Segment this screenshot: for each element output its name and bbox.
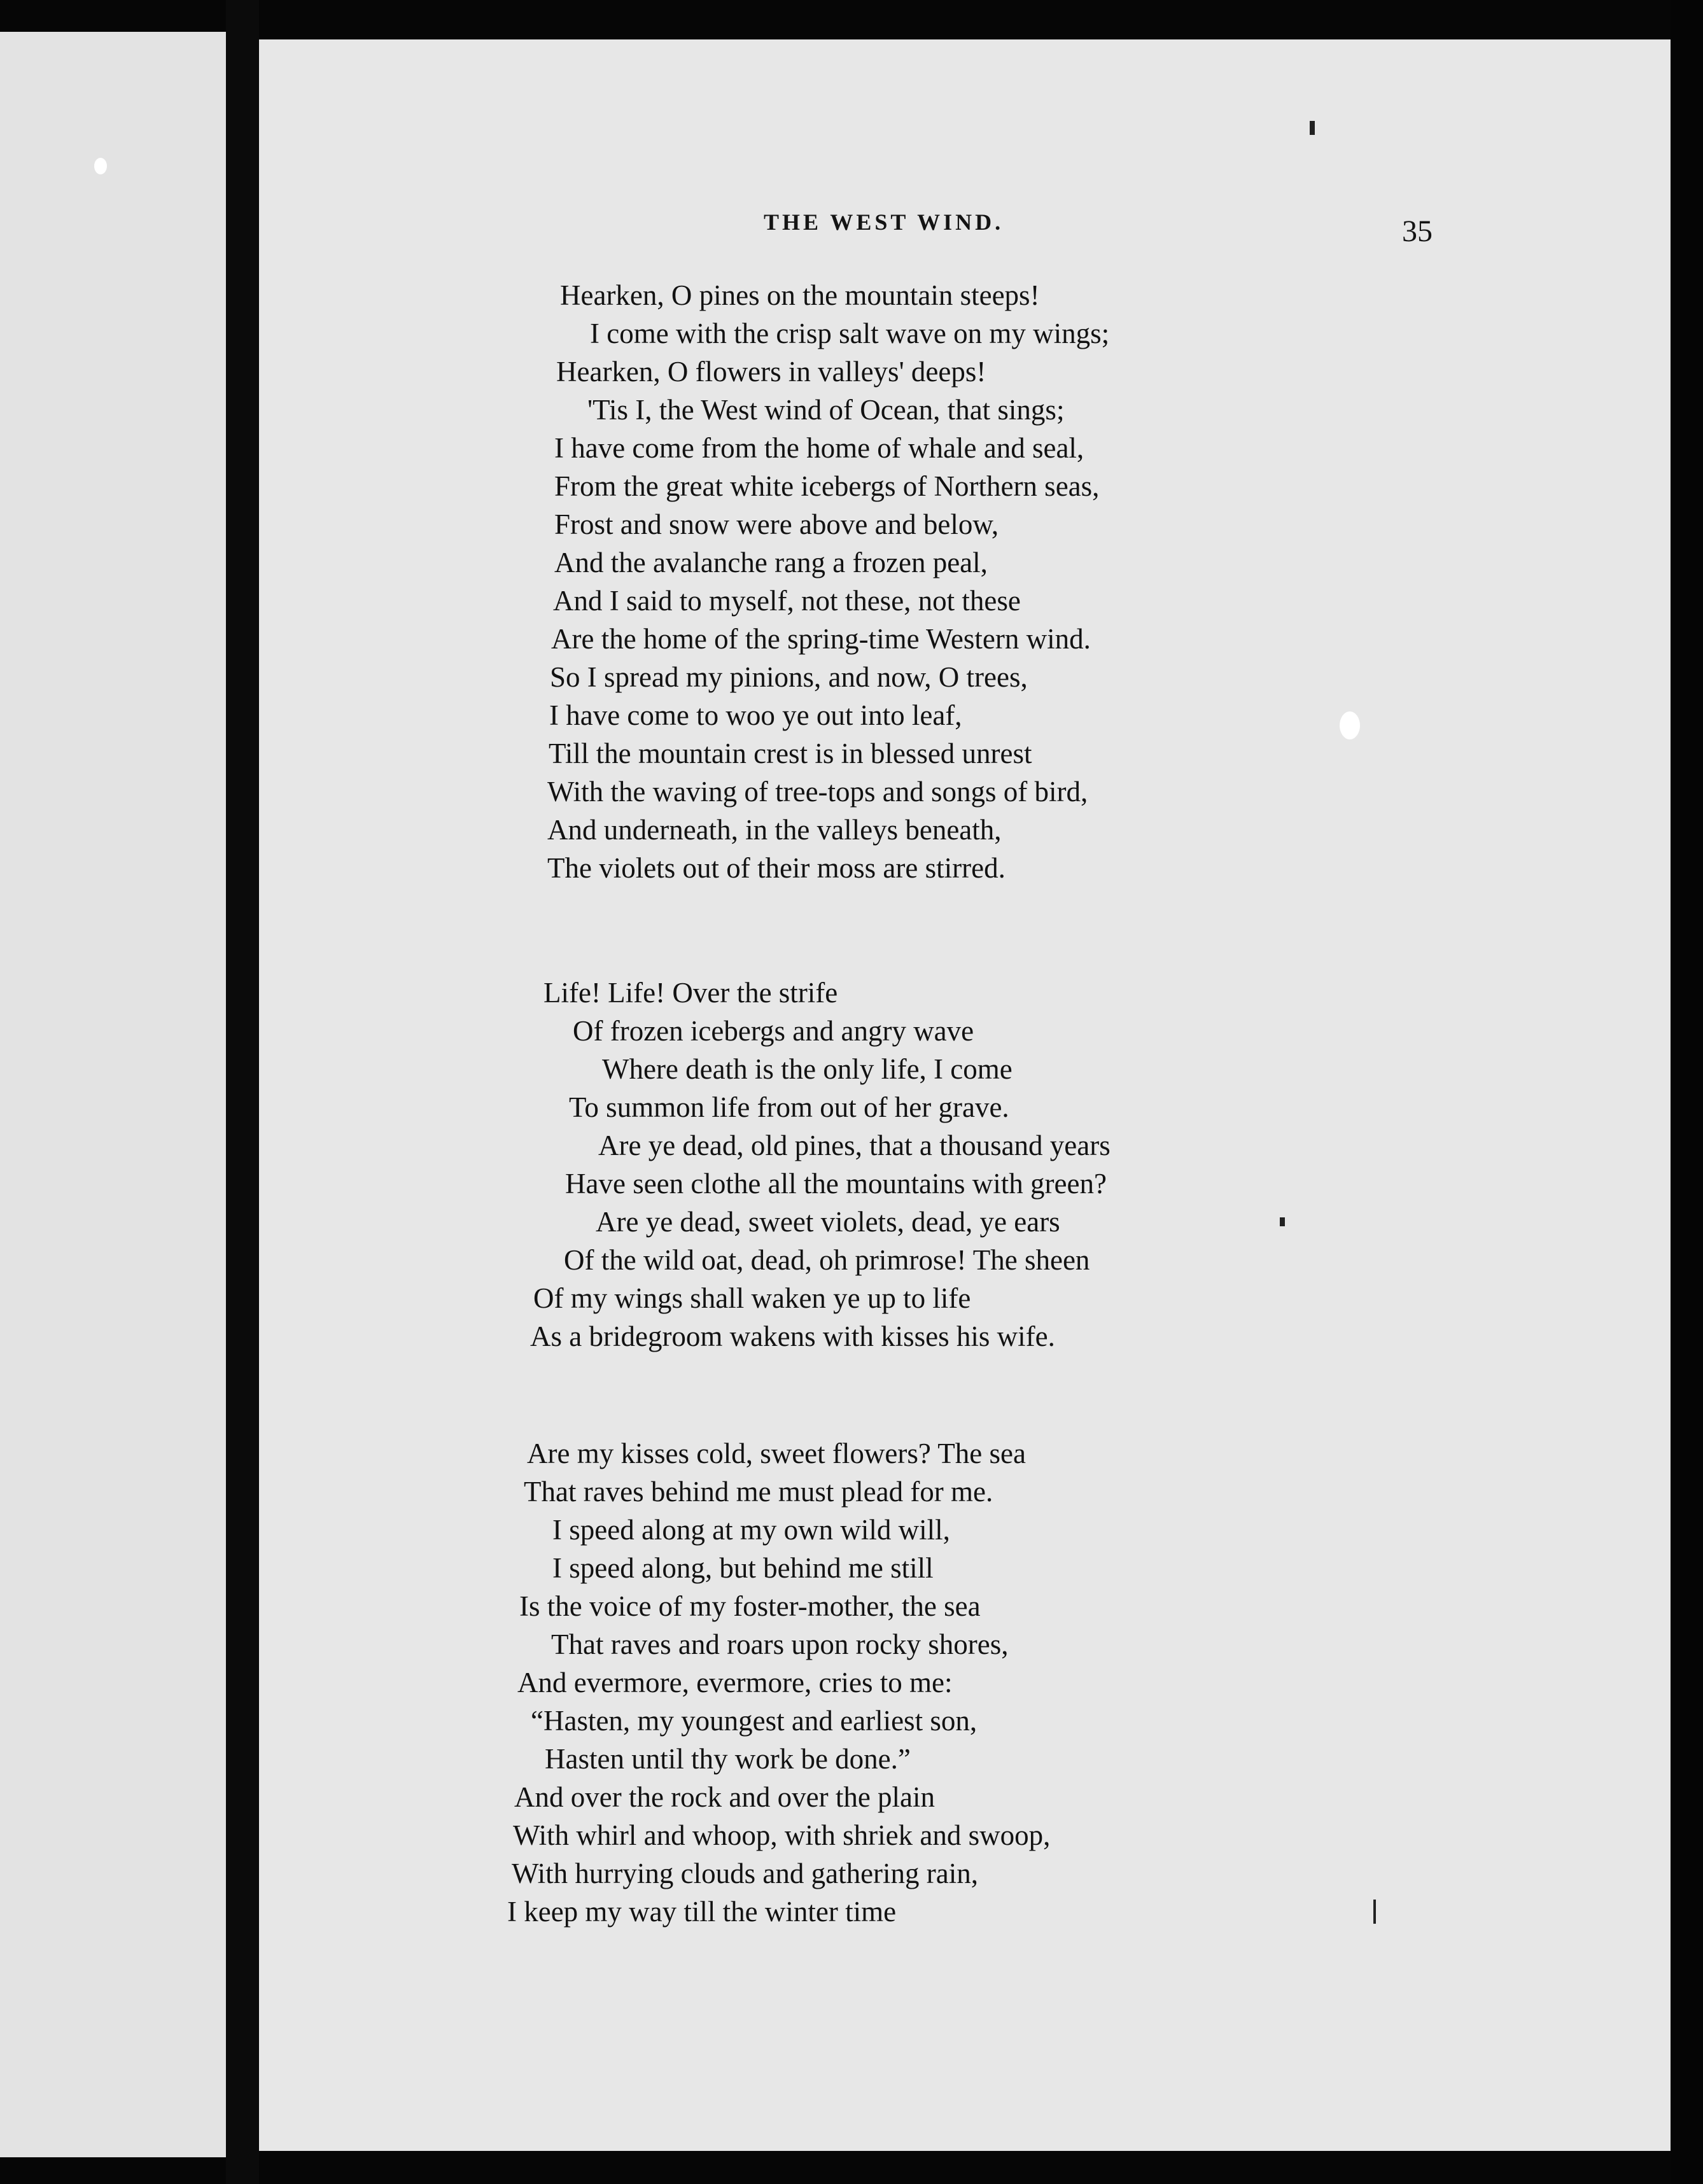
- scan-mark: [1310, 121, 1315, 135]
- poem-line: Are ye dead, old pines, that a thousand years: [598, 1130, 1111, 1161]
- page-number: 35: [1402, 214, 1433, 248]
- poem-line: Of my wings shall waken ye up to life: [533, 1282, 971, 1314]
- poem-line: Hasten until thy work be done.”: [545, 1743, 911, 1775]
- poem-line: Of frozen icebergs and angry wave: [573, 1015, 974, 1047]
- poem-line: As a bridegroom wakens with kisses his wife.: [530, 1320, 1055, 1352]
- poem-line: And underneath, in the valleys beneath,: [547, 814, 1002, 846]
- poem-line: And evermore, evermore, cries to me:: [517, 1667, 953, 1698]
- scan-mark: [1280, 1217, 1285, 1226]
- poem-line: With the waving of tree-tops and songs of bird,: [547, 776, 1088, 808]
- poem-line: That raves and roars upon rocky shores,: [551, 1628, 1009, 1660]
- scan-speck: [1340, 711, 1360, 739]
- poem-line: Till the mountain crest is in blessed unrest: [549, 738, 1032, 769]
- poem-line: I have come to woo ye out into leaf,: [549, 699, 962, 731]
- poem-line: With whirl and whoop, with shriek and swoop,: [513, 1819, 1051, 1851]
- poem-line: Hearken, O pines on the mountain steeps!: [560, 279, 1040, 311]
- poem-line: That raves behind me must plead for me.: [524, 1476, 993, 1508]
- poem-line: I have come from the home of whale and seal,: [554, 432, 1084, 464]
- poem-line: 'Tis I, the West wind of Ocean, that sings;: [587, 394, 1065, 426]
- running-head: THE WEST WIND.: [764, 209, 1004, 235]
- poem-line: And the avalanche rang a frozen peal,: [554, 547, 988, 578]
- poem-line: And I said to myself, not these, not these: [553, 585, 1021, 617]
- scan-border: [1671, 0, 1703, 2184]
- poem-line: Are the home of the spring-time Western wind.: [551, 623, 1091, 655]
- poem-line: The violets out of their moss are stirred.: [547, 852, 1006, 884]
- poem-line: Frost and snow were above and below,: [554, 508, 999, 540]
- poem-line: I speed along, but behind me still: [552, 1552, 934, 1584]
- poem-line: So I spread my pinions, and now, O trees,: [550, 661, 1028, 693]
- scan-speck: [94, 158, 107, 174]
- poem-line: Of the wild oat, dead, oh primrose! The sheen: [564, 1244, 1090, 1276]
- poem-line: Are my kisses cold, sweet flowers? The sea: [527, 1438, 1026, 1469]
- binding-gutter: [226, 0, 259, 2184]
- poem-line: “Hasten, my youngest and earliest son,: [531, 1705, 978, 1737]
- poem-line: I come with the crisp salt wave on my wings;: [590, 318, 1110, 349]
- scan-mark: [1373, 1900, 1376, 1924]
- poem-line: Is the voice of my foster-mother, the sea: [519, 1590, 981, 1622]
- poem-line: Where death is the only life, I come: [602, 1053, 1013, 1085]
- poem-line: Have seen clothe all the mountains with green?: [565, 1168, 1107, 1200]
- poem-line: And over the rock and over the plain: [514, 1781, 936, 1813]
- poem-line: To summon life from out of her grave.: [569, 1091, 1009, 1123]
- poem-line: Hearken, O flowers in valleys' deeps!: [556, 356, 986, 388]
- poem-line: From the great white icebergs of Northern seas,: [554, 470, 1100, 502]
- poem-line: With hurrying clouds and gathering rain,: [512, 1858, 979, 1889]
- poem-line: Life! Life! Over the strife: [543, 977, 838, 1009]
- poem-line: Are ye dead, sweet violets, dead, ye ears: [596, 1206, 1060, 1238]
- poem-line: I keep my way till the winter time: [507, 1896, 897, 1928]
- poem-line: I speed along at my own wild will,: [552, 1514, 950, 1546]
- facing-page: [0, 32, 226, 2157]
